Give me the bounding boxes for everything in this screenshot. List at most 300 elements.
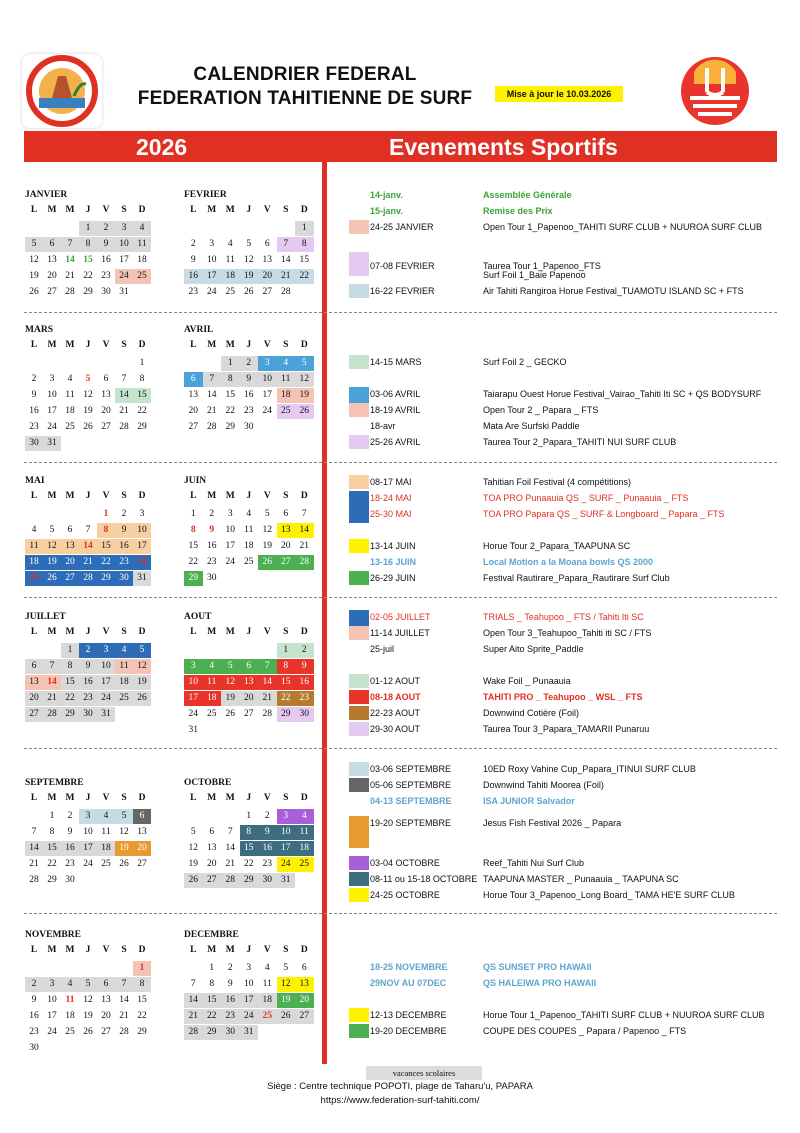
calendar-day: 9 [190, 255, 196, 265]
weekday-header: V [263, 491, 271, 501]
event-name: Horue Tour 1_Papenoo_TAHITI SURF CLUB + NUUROA SURF CLUB [483, 1010, 765, 1020]
calendar-day: 22 [83, 271, 93, 281]
calendar-day: 22 [244, 859, 254, 869]
calendar-day: 22 [225, 406, 235, 416]
weekday-header: J [85, 340, 91, 350]
weekday-header: M [207, 793, 217, 803]
calendar-day: 7 [301, 509, 307, 519]
event-color-swatch [349, 706, 369, 720]
calendar-day: 11 [65, 995, 75, 1005]
calendar-day: 1 [209, 963, 215, 973]
event-color-swatch [349, 539, 369, 553]
event-date: 18-19 AVRIL [370, 405, 421, 415]
calendar-day: 20 [240, 691, 259, 706]
weekday-header: S [283, 793, 289, 803]
calendar-day: 12 [262, 525, 272, 535]
calendar-day: 5 [190, 827, 196, 837]
calendar-day: 13 [277, 523, 296, 538]
event-color-swatch [349, 888, 369, 902]
weekday-header: V [263, 945, 271, 955]
calendar-day: 3 [79, 809, 97, 824]
event-color-swatch [349, 690, 369, 704]
calendar-day: 17 [133, 539, 151, 554]
calendar-day: 29 [203, 1025, 222, 1040]
calendar-day: 26 [43, 571, 61, 586]
weekday-header: M [47, 340, 57, 350]
calendar-day: 19 [240, 269, 259, 284]
calendar-day: 14 [25, 841, 43, 856]
event-color-swatch [349, 610, 369, 626]
calendar-day: 15 [203, 993, 222, 1008]
calendar-day: 17 [47, 406, 57, 416]
weekday-header: D [138, 627, 146, 637]
calendar-day: 14 [281, 255, 291, 265]
event-date: 12-13 DECEMBRE [370, 1010, 447, 1020]
calendar-day: 24 [207, 287, 217, 297]
calendar-day: 31 [240, 1025, 259, 1040]
calendar-day: 11 [295, 825, 314, 840]
footer-address: Siège : Centre technique POPOTI, plage de Taharu'u, PAPARA [267, 1081, 533, 1092]
event-date: 02-05 JUILLET [370, 612, 431, 622]
calendar-day: 19 [29, 271, 39, 281]
calendar-day: 21 [43, 691, 61, 706]
event-name: Surf Foil 2 _ GECKO [483, 357, 567, 367]
weekday-header: S [283, 491, 289, 501]
calendar-day: 20 [281, 541, 291, 551]
calendar-day: 25 [295, 857, 314, 872]
weekday-header: J [246, 793, 252, 803]
event-name: TOA PRO Punaauia QS _ SURF _ Punaauia _ FTS [483, 493, 689, 503]
weekday-header: V [102, 793, 110, 803]
calendar-day: 23 [221, 1009, 240, 1024]
event-date: 29NOV AU 07DEC [370, 978, 447, 988]
page-subtitle: FEDERATION TAHITIENNE DE SURF [137, 88, 473, 109]
calendar-day: 13 [188, 390, 198, 400]
calendar-day: 8 [221, 372, 240, 387]
calendar-day: 24 [115, 269, 133, 284]
calendar-day: 4 [246, 509, 252, 519]
event-color-swatch [349, 722, 369, 736]
calendar-day: 12 [277, 977, 296, 992]
event-name: TRIALS _ Teahupoo _ FTS / Tahiti Iti SC [483, 612, 644, 622]
calendar-day: 17 [79, 841, 97, 856]
calendar-day: 25 [207, 709, 217, 719]
calendar-day: 10 [244, 979, 254, 989]
calendar-day: 15 [240, 841, 259, 856]
calendar-day: 1 [246, 811, 252, 821]
event-name: Open Tour 1_Papenoo_TAHITI SURF CLUB + NUUROA SURF CLUB [483, 222, 763, 232]
event-date: 25-30 MAI [370, 509, 412, 519]
calendar-day: 31 [43, 436, 61, 451]
calendar-day: 26 [184, 873, 203, 888]
calendar-day: 16 [29, 406, 39, 416]
event-name: Festival Rautirare_Papara_Rautirare Surf Club [483, 573, 670, 583]
calendar-day: 22 [188, 557, 198, 567]
calendar-day: 13 [262, 255, 272, 265]
event-color-swatch [349, 816, 369, 848]
event-name: Taurea Tour 3_Papara_TAMARII Punaruu [483, 724, 650, 734]
calendar-day: 8 [139, 374, 145, 384]
calendar-day: 28 [207, 422, 217, 432]
calendar-day: 4 [61, 977, 79, 992]
calendar-day: 24 [97, 691, 115, 706]
calendar-day: 22 [47, 859, 57, 869]
event-date: 13-16 JUIN [370, 557, 417, 567]
calendar-day: 8 [209, 979, 215, 989]
calendar-day: 25 [115, 691, 133, 706]
calendar-day: 14 [258, 675, 277, 690]
calendar-day: 2 [295, 643, 314, 658]
calendar-day: 28 [295, 555, 314, 570]
calendar-day: 12 [83, 995, 93, 1005]
calendar-day: 1 [133, 961, 151, 976]
calendar-day: 22 [203, 1009, 222, 1024]
calendar-day: 3 [184, 659, 203, 674]
calendar-day: 14 [225, 843, 235, 853]
event-date: 19-20 SEPTEMBRE [370, 818, 452, 828]
calendar-day: 20 [101, 406, 111, 416]
event-date: 19-20 DECEMBRE [370, 1026, 447, 1036]
calendar-day: 5 [295, 356, 314, 371]
event-date: 18-25 NOVEMBRE [370, 962, 448, 972]
calendar-day: 31 [133, 571, 151, 586]
calendar-day: 23 [115, 555, 133, 570]
calendar-day: 16 [79, 675, 97, 690]
calendar-day: 5 [246, 239, 252, 249]
weekday-header: V [102, 945, 110, 955]
weekday-header: J [85, 491, 91, 501]
calendar-day: 16 [258, 841, 277, 856]
calendar-day: 4 [227, 239, 233, 249]
calendar-day: 10 [115, 237, 133, 252]
calendar-day: 24 [240, 1009, 259, 1024]
calendar-day: 28 [119, 422, 129, 432]
event-name: QS HALEIWA PRO HAWAII [483, 978, 597, 988]
calendar-day: 6 [67, 525, 73, 535]
calendar-day: 12 [188, 843, 198, 853]
weekday-header: S [121, 491, 127, 501]
calendar-day: 29 [83, 287, 93, 297]
calendar-day: 16 [221, 993, 240, 1008]
calendar-day: 4 [277, 356, 296, 371]
calendar-day: 9 [67, 827, 73, 837]
event-name: Taurea Tour 2_Papara_TAHITI NUI SURF CLUB [483, 437, 677, 447]
calendar-day: 10 [225, 525, 235, 535]
calendar-day: 20 [133, 841, 151, 856]
calendar-day: 16 [184, 269, 203, 284]
weekday-header: J [246, 491, 252, 501]
calendar-day: 2 [227, 963, 233, 973]
event-color-swatch [349, 403, 369, 417]
calendar-day: 23 [207, 557, 217, 567]
event-name: Horue Tour 3_Papenoo_Long Board_ TAMA HE'E SURF CLUB [483, 890, 735, 900]
weekday-header: J [246, 205, 252, 215]
event-name: Taurea Tour 1_Papenoo_FTS [483, 261, 601, 271]
calendar-day: 4 [97, 809, 115, 824]
section-divider [24, 312, 777, 313]
calendar-day: 9 [31, 995, 37, 1005]
calendar-day: 14 [65, 255, 75, 265]
calendar-day: 9 [31, 390, 37, 400]
calendar-day: 7 [61, 237, 79, 252]
calendar-day: 20 [188, 406, 198, 416]
calendar-day: 25 [244, 557, 254, 567]
calendar-day: 5 [264, 509, 270, 519]
event-date: 01-12 AOUT [370, 676, 421, 686]
weekday-header: M [207, 945, 217, 955]
calendar-day: 5 [85, 374, 91, 384]
calendar-day: 4 [295, 809, 314, 824]
calendar-day: 3 [139, 509, 145, 519]
weekday-header: M [207, 627, 217, 637]
month-name: AOUT [184, 612, 212, 622]
calendar-day: 27 [277, 555, 296, 570]
calendar-day: 5 [133, 643, 151, 658]
calendar-day: 28 [65, 287, 75, 297]
calendar-day: 18 [203, 691, 222, 706]
calendar-day: 21 [119, 1011, 129, 1021]
calendar-day: 28 [221, 873, 240, 888]
calendar-day: 15 [43, 841, 61, 856]
calendar-day: 8 [79, 237, 97, 252]
weekday-header: V [102, 205, 110, 215]
event-date: 03-06 SEPTEMBRE [370, 764, 452, 774]
calendar-day: 1 [190, 509, 196, 519]
calendar-day: 1 [139, 358, 145, 368]
weekday-header: M [225, 945, 235, 955]
calendar-day: 19 [277, 993, 296, 1008]
calendar-day: 22 [295, 269, 314, 284]
calendar-day: 6 [184, 372, 203, 387]
calendar-day: 27 [262, 287, 272, 297]
calendar-day: 8 [49, 827, 55, 837]
calendar-day: 5 [283, 963, 289, 973]
calendar-day: 24 [277, 857, 296, 872]
event-date: 08-18 AOUT [370, 692, 421, 702]
weekday-header: M [225, 205, 235, 215]
calendar-day: 5 [49, 525, 55, 535]
weekday-header: S [283, 945, 289, 955]
calendar-day: 6 [97, 977, 115, 992]
calendar-day: 8 [97, 523, 115, 538]
event-color-swatch [349, 872, 369, 886]
event-date: 08-11 ou 15-18 OCTOBRE [370, 874, 478, 884]
weekday-header: M [47, 205, 57, 215]
calendar-day: 30 [258, 873, 277, 888]
event-date: 04-13 SEPTEMBRE [370, 796, 452, 806]
calendar-day: 12 [133, 659, 151, 674]
weekday-header: S [121, 205, 127, 215]
calendar-day: 4 [67, 374, 73, 384]
calendar-day: 8 [190, 525, 196, 535]
event-date: 14-janv. [370, 190, 403, 200]
calendar-day: 14 [207, 390, 217, 400]
calendar-day: 3 [43, 977, 61, 992]
calendar-day: 16 [101, 255, 111, 265]
weekday-header: S [283, 205, 289, 215]
calendar-day: 10 [47, 995, 57, 1005]
calendar-day: 23 [262, 859, 272, 869]
calendar-day: 5 [115, 809, 133, 824]
weekday-header: L [190, 793, 197, 803]
calendar-day: 17 [240, 993, 259, 1008]
event-name: Open Tour 2 _ Papara _ FTS [483, 405, 599, 415]
calendar-day: 26 [83, 1027, 93, 1037]
calendar-day: 23 [29, 1027, 39, 1037]
weekday-header: D [300, 793, 308, 803]
calendar-day: 10 [184, 675, 203, 690]
calendar-day: 10 [47, 390, 57, 400]
weekday-header: M [225, 627, 235, 637]
calendar-day: 8 [61, 659, 79, 674]
calendar-day: 27 [101, 1027, 111, 1037]
calendar-day: 2 [190, 239, 196, 249]
calendar-day: 1 [221, 356, 240, 371]
event-name: Super Aito Sprite_Paddle [483, 644, 584, 654]
calendar-day: 7 [277, 237, 296, 252]
calendar-day: 31 [277, 873, 296, 888]
calendar-day: 29 [277, 707, 296, 722]
calendar-day: 30 [115, 571, 133, 586]
event-color-swatch [349, 856, 369, 870]
calendar-day: 28 [119, 1027, 129, 1037]
calendar-day: 15 [299, 255, 309, 265]
calendar-day: 30 [79, 707, 97, 722]
calendar-day: 23 [295, 691, 314, 706]
calendar-day: 25 [101, 859, 111, 869]
calendar-day: 6 [103, 374, 109, 384]
calendar-day: 2 [97, 221, 115, 236]
weekday-header: L [190, 627, 197, 637]
calendar-day: 30 [25, 436, 43, 451]
calendar-day: 18 [115, 675, 133, 690]
footer-website-link[interactable]: https://www.federation-surf-tahiti.com/ [320, 1095, 480, 1106]
calendar-day: 8 [133, 977, 151, 992]
calendar-day: 10 [207, 255, 217, 265]
weekday-header: M [225, 793, 235, 803]
event-name: Downwind Tahiti Moorea (Foil) [483, 780, 604, 790]
calendar-day: 3 [246, 963, 252, 973]
calendar-day: 24 [225, 557, 235, 567]
calendar-day: 4 [115, 643, 133, 658]
calendar-day: 29 [225, 422, 235, 432]
event-color-swatch [349, 778, 369, 792]
weekday-header: V [263, 340, 271, 350]
calendar-day: 2 [79, 643, 97, 658]
weekday-header: L [30, 945, 38, 955]
calendar-day: 2 [121, 509, 127, 519]
weekday-header: D [138, 205, 146, 215]
calendar-day: 6 [133, 809, 151, 824]
weekday-header: V [263, 205, 271, 215]
calendar-day: 19 [83, 406, 93, 416]
calendar-day: 18 [65, 1011, 75, 1021]
section-divider [24, 748, 777, 749]
event-name: COUPE DES COUPES _ Papara / Papenoo _ FTS [483, 1026, 687, 1036]
event-date: 08-17 MAI [370, 477, 412, 487]
section-divider [24, 913, 777, 914]
event-date: 03-06 AVRIL [370, 389, 421, 399]
calendar-day: 18 [221, 269, 240, 284]
event-date: 14-15 MARS [370, 357, 422, 367]
banner-title: Evenements Sportifs [389, 134, 618, 160]
calendar-day: 25 [277, 404, 296, 419]
calendar-day: 16 [244, 390, 254, 400]
tahiti-emblem-logo [680, 54, 750, 128]
calendar-day: 13 [47, 255, 57, 265]
event-date: 25-juil [370, 644, 395, 654]
weekday-header: M [65, 205, 75, 215]
weekday-header: J [85, 205, 91, 215]
event-name: ISA JUNIOR Salvador [483, 796, 575, 806]
calendar-day: 26 [225, 709, 235, 719]
event-date: 03-04 OCTOBRE [370, 858, 440, 868]
calendar-day: 20 [258, 269, 277, 284]
calendar-day: 6 [240, 659, 259, 674]
event-date: 11-14 JUILLET [370, 628, 430, 638]
calendar-day: 3 [277, 809, 296, 824]
calendar-day: 26 [244, 287, 254, 297]
calendar-day: 4 [133, 221, 151, 236]
event-name: Taiarapu Ouest Horue Festival_Vairao_Tahiti Iti SC + QS BODYSURF [483, 389, 762, 399]
event-date: 05-06 SEPTEMBRE [370, 780, 452, 790]
calendar-day: 9 [227, 979, 233, 989]
calendar-day: 6 [25, 659, 43, 674]
calendar-day: 26 [133, 691, 151, 706]
calendar-day: 12 [83, 390, 93, 400]
calendar-day: 5 [221, 659, 240, 674]
calendar-day: 7 [258, 659, 277, 674]
calendar-day: 1 [103, 509, 109, 519]
calendar-day: 17 [184, 691, 203, 706]
calendar-day: 4 [31, 525, 37, 535]
calendar-day: 26 [29, 287, 39, 297]
calendar-day: 29 [240, 873, 259, 888]
calendar-day: 29 [61, 707, 79, 722]
calendar-day: 14 [115, 388, 133, 403]
calendar-day: 30 [101, 287, 111, 297]
calendar-day: 14 [184, 993, 203, 1008]
calendar-day: 9 [209, 525, 215, 535]
calendar-day: 28 [184, 1025, 203, 1040]
calendar-day: 30 [29, 1043, 39, 1053]
calendar-day: 5 [25, 237, 43, 252]
calendar-day: 30 [65, 875, 75, 885]
event-name: TAHITI PRO _ Teahupoo _ WSL _ FTS [483, 692, 643, 702]
calendar-day: 22 [61, 691, 79, 706]
weekday-header: J [85, 627, 91, 637]
event-name: Surf Foil 1_Baie Papenoo [483, 270, 586, 280]
calendar-day: 1 [61, 643, 79, 658]
weekday-header: J [246, 945, 252, 955]
calendar-day: 15 [61, 675, 79, 690]
calendar-day: 20 [47, 271, 57, 281]
calendar-day: 27 [61, 571, 79, 586]
calendar-day: 24 [188, 709, 198, 719]
calendar-day: 20 [295, 993, 314, 1008]
calendar-day: 17 [119, 255, 129, 265]
calendar-day: 27 [101, 422, 111, 432]
weekday-header: M [65, 945, 75, 955]
calendar-day: 1 [277, 643, 296, 658]
event-date: 16-22 FEVRIER [370, 286, 435, 296]
calendar-day: 23 [244, 406, 254, 416]
vertical-divider [322, 162, 327, 1064]
month-name: DECEMBRE [184, 930, 239, 940]
weekday-header: M [47, 491, 57, 501]
calendar-day: 17 [203, 269, 222, 284]
vacances-legend: vacances scolaires [366, 1066, 482, 1080]
